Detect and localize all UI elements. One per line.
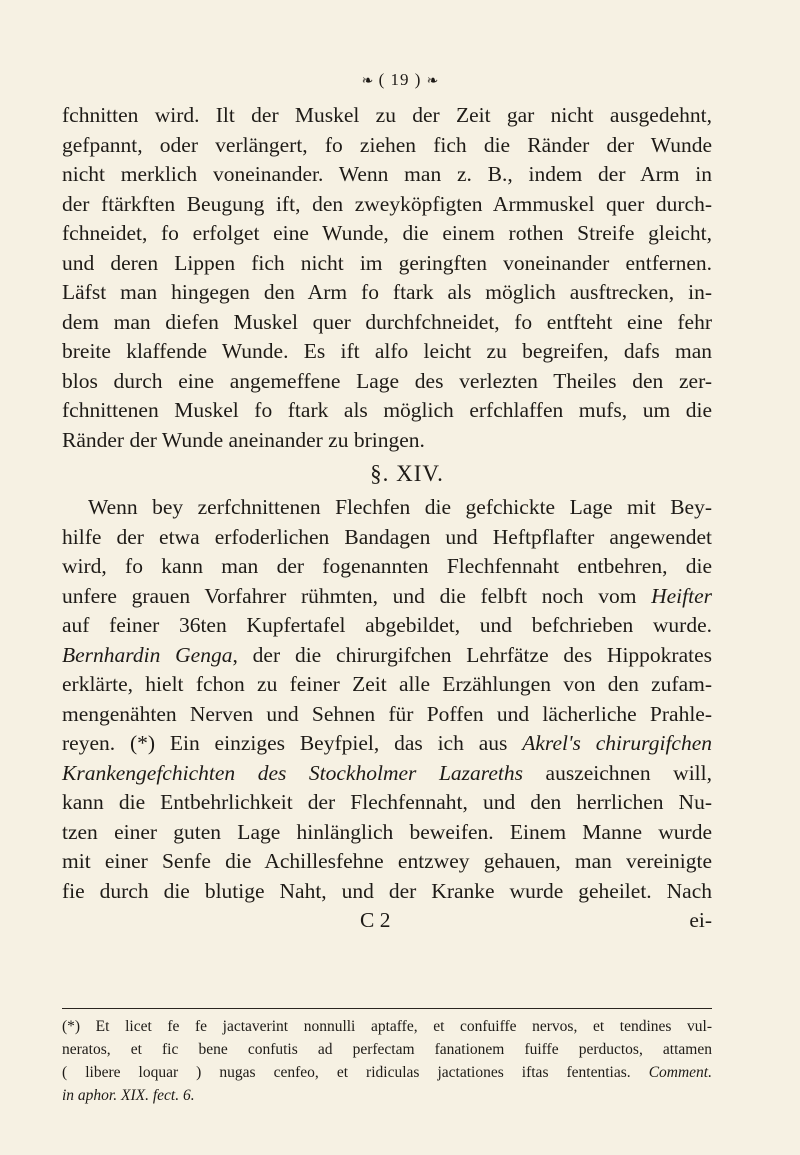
main-text	[62, 101, 712, 936]
footnote-divider	[62, 1008, 712, 1009]
text-line: hilfe der etwa erfoderlichen Bandagen und Heftpflafter angewendet	[62, 524, 712, 549]
text-segment: auszeichnen will,	[522, 760, 712, 785]
text-line: wird, fo kann man der fogenannten Flechfennaht entbehren, die	[62, 554, 712, 578]
text-line: mengenähten Nerven und Sehnen für Poffen und lächerliche Prahle-	[62, 701, 712, 726]
text-line: tzen einer guten Lage hinlänglich beweifen. Einem Manne wurde	[62, 819, 712, 844]
text-line: Ränder der Wunde aneinander zu bringen.	[62, 427, 425, 452]
running-head	[0, 70, 800, 90]
text-line	[62, 582, 712, 612]
footnote-reference: in aphor. XIX. fect. 6.	[62, 1087, 195, 1104]
text-line: fie durch die blutige Naht, und der Kranke wurde geheilet. Nach	[62, 878, 712, 903]
catchword: ei-	[689, 908, 712, 932]
text-line: fchneidet, fo erfolget eine Wunde, die einem rothen Streife gleicht,	[62, 221, 712, 245]
footnote	[62, 1015, 712, 1107]
text-line: auf feiner 36ten Kupfertafel abgebildet, und befchrieben wurde.	[62, 613, 712, 637]
footnote-line: neratos, et fic bene confutis ad perfectam fanationem fuiffe perductos, attamen	[62, 1041, 712, 1058]
footnote-reference: Comment.	[648, 1064, 712, 1081]
text-line: Wenn bey zerfchnittenen Flechfen die gefchickte Lage mit Bey-	[88, 495, 712, 519]
text-line	[62, 641, 712, 671]
signature-mark: C 2	[360, 908, 391, 932]
text-line: und deren Lippen fich nicht im geringften voneinander entfernen.	[62, 250, 712, 275]
paragraph-1	[62, 101, 712, 455]
text-segment: ( libere loquar ) nugas cenfeo, et ridiculas jactationes iftas fententias.	[62, 1064, 631, 1081]
text-line: nicht merklich voneinander. Wenn man z. B., indem der Arm in	[62, 162, 712, 186]
footnote-line	[62, 1084, 712, 1107]
text-line: fchnittenen Muskel fo ftark als möglich erfchlaffen mufs, um die	[62, 398, 712, 422]
paragraph-2	[62, 493, 712, 906]
footnote-line: (*) Et licet fe fe jactaverint nonnulli aptaffe, et confuiffe nervos, et tendines vul-	[62, 1018, 712, 1035]
right-ornament-icon: ❧	[426, 74, 439, 89]
text-line: mit einer Senfe die Achillesfehne entzwey gehauen, man vereinigte	[62, 849, 712, 873]
text-line: der ftärkften Beugung ift, den zweyköpfigten Armmuskel quer durch-	[62, 191, 712, 216]
person-name-heister: Heifter	[651, 583, 712, 608]
footnote-line	[62, 1061, 712, 1084]
text-line	[62, 759, 712, 789]
work-title: Akrel's chirurgifchen	[522, 731, 713, 755]
page-footer-line	[62, 906, 712, 936]
left-ornament-icon: ❧	[361, 74, 374, 89]
text-line: kann die Entbehrlichkeit der Flechfennaht, und den herrlichen Nu-	[62, 790, 712, 814]
section-heading: §. XIV.	[370, 461, 444, 486]
text-line	[62, 729, 712, 759]
work-title: Krankengefchichten des Stockholmer Lazareths	[62, 760, 523, 785]
text-line: Läfst man hingegen den Arm fo ftark als möglich ausftrecken, in-	[62, 280, 712, 304]
text-line: breite klaffende Wunde. Es ift alfo leicht zu begreifen, dafs man	[62, 339, 712, 363]
text-line: blos durch eine angemeffene Lage des verlezten Theiles den zer-	[62, 368, 712, 393]
person-name-genga: Bernhardin Genga	[62, 642, 233, 667]
text-line: dem man diefen Muskel quer durchfchneidet, fo entfteht eine fehr	[62, 309, 712, 334]
page-number: ( 19 )	[378, 70, 422, 89]
text-segment: unfere grauen Vorfahrer rühmten, und die felbft noch vom	[62, 583, 652, 608]
text-segment: , der die chirurgifchen Lehrfätze des Hippokrates	[232, 642, 713, 667]
text-line: gefpannt, oder verlängert, fo ziehen fich die Ränder der Wunde	[62, 132, 712, 157]
text-line: fchnitten wird. Ilt der Muskel zu der Zeit gar nicht ausgedehnt,	[62, 103, 712, 127]
text-line: erklärte, hielt fchon zu feiner Zeit alle Erzählungen von den zufam-	[62, 672, 712, 696]
text-segment: reyen. (*) Ein einziges Beyfpiel, das ich aus	[62, 731, 523, 755]
